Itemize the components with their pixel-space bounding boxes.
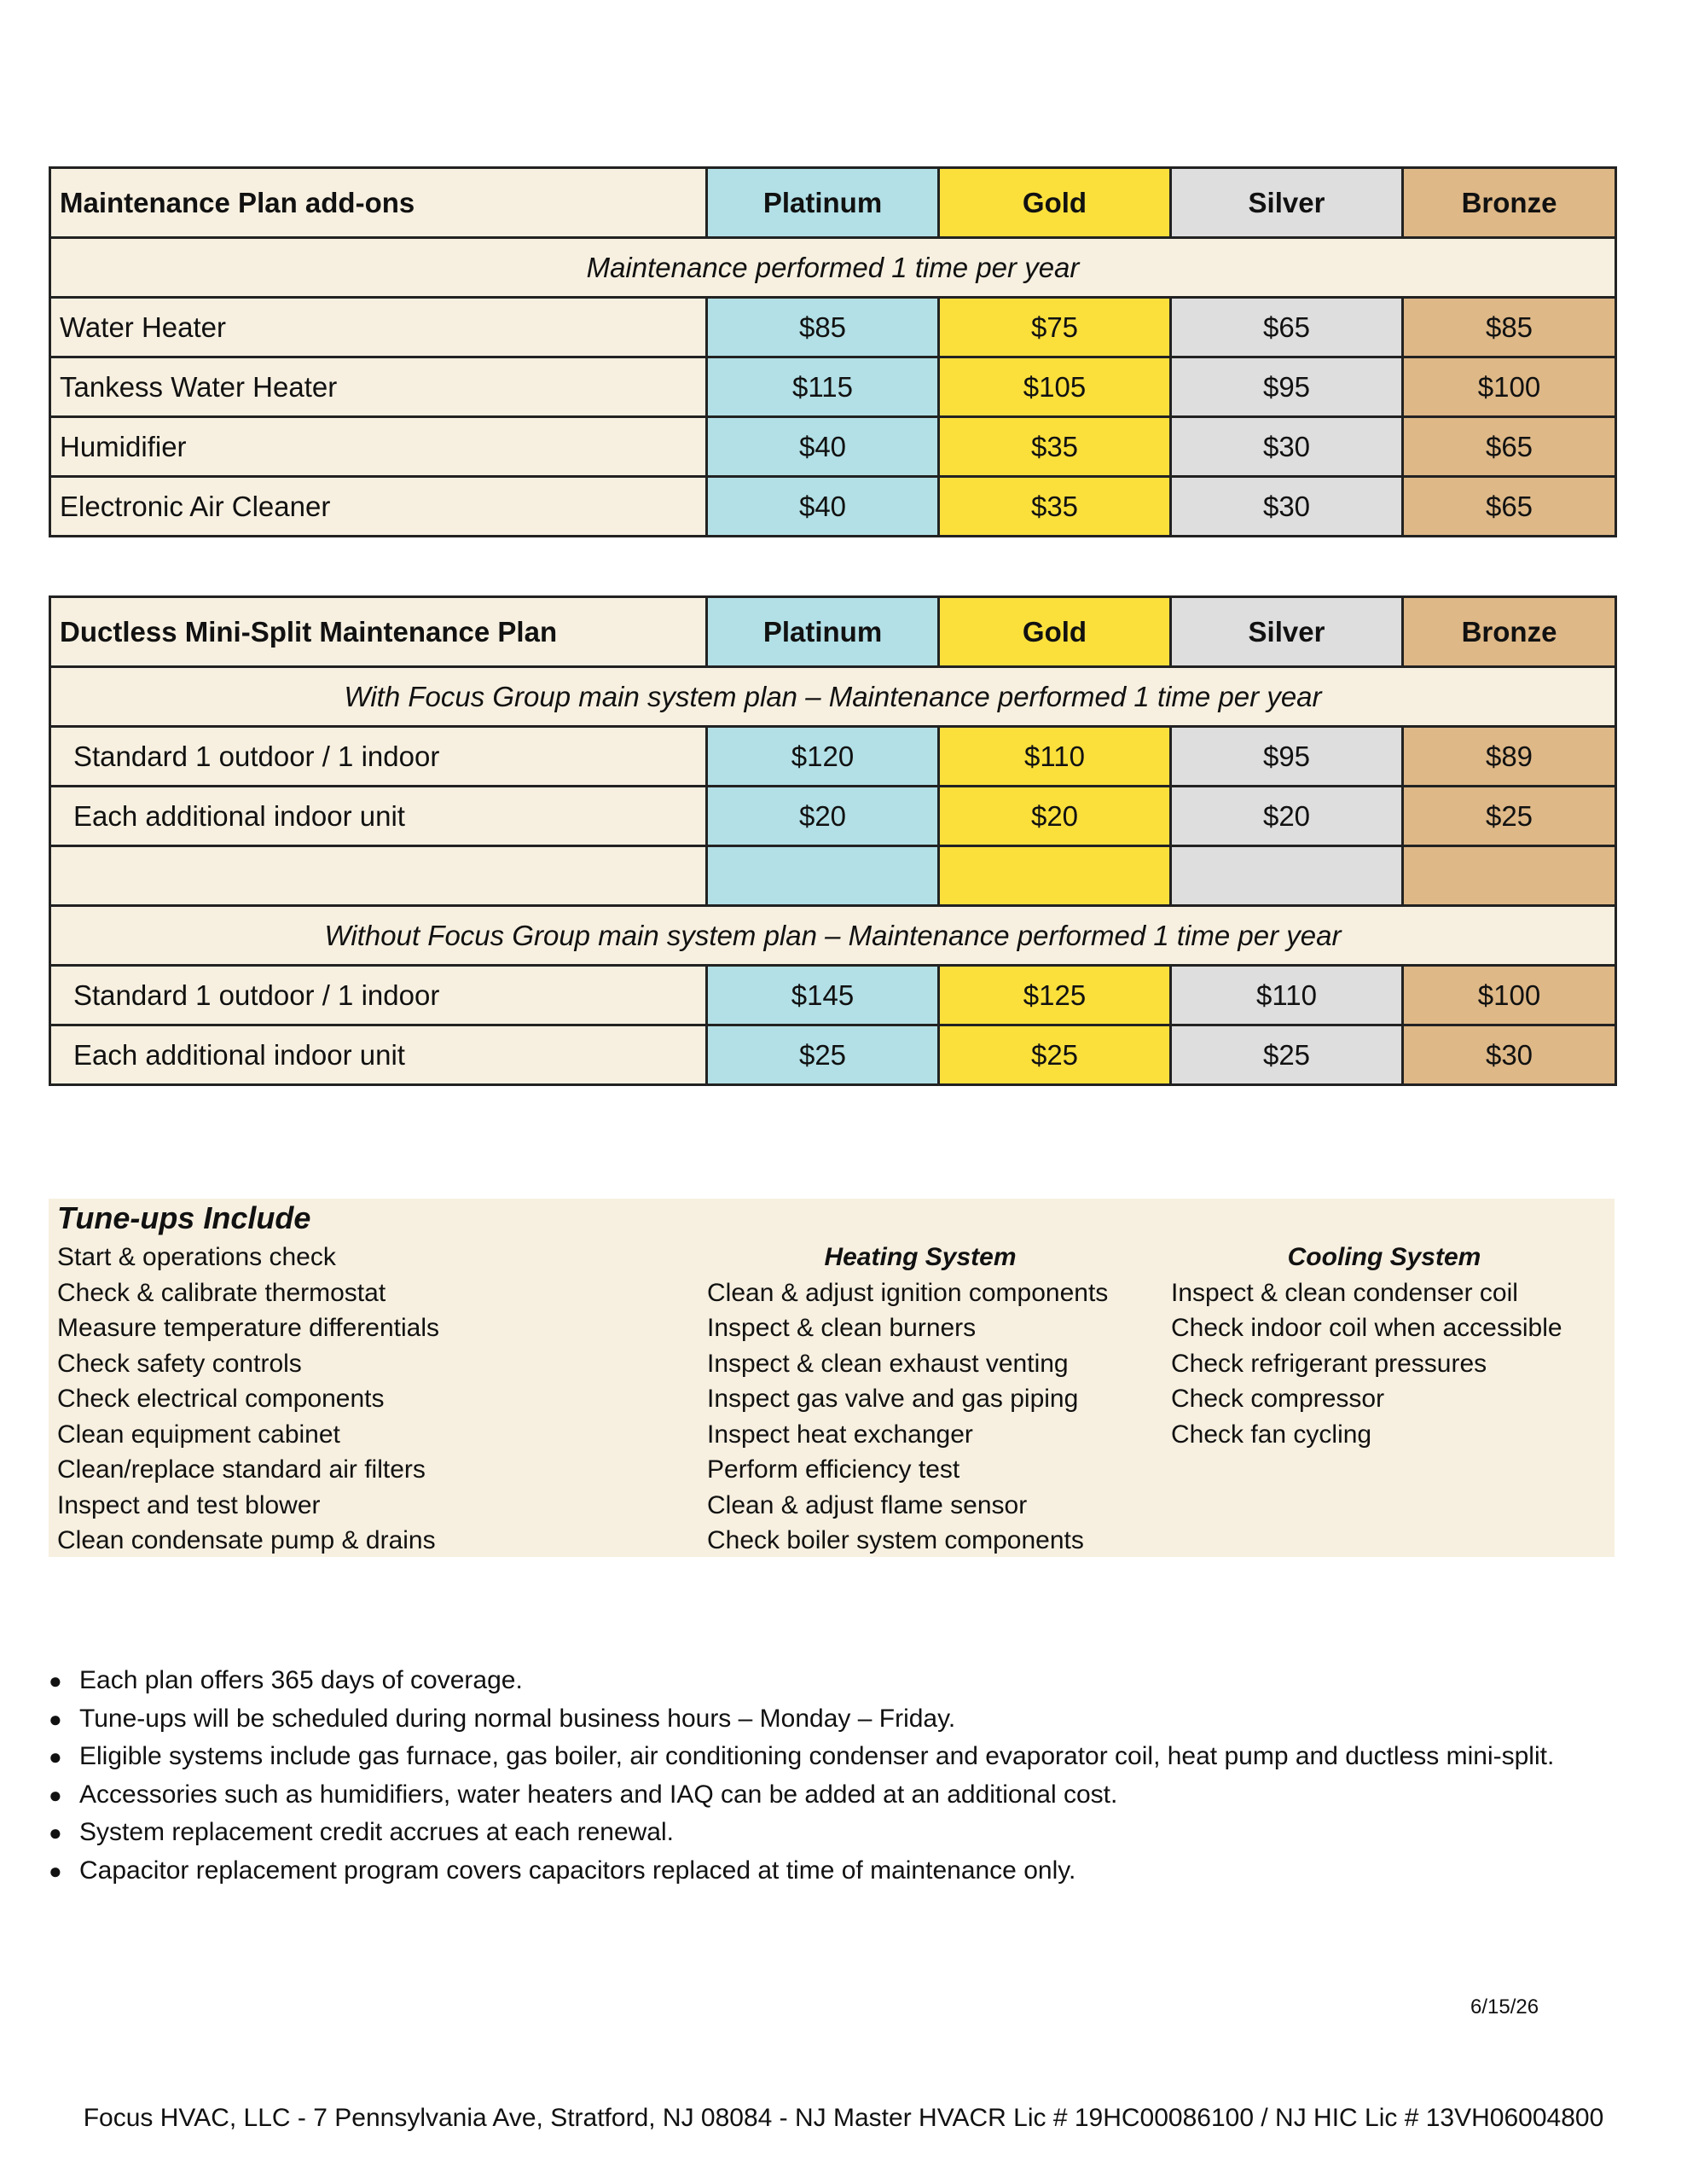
- price-silver: $30: [1171, 417, 1403, 477]
- table-row: [50, 357, 1616, 417]
- tier-bronze-header: Bronze: [1403, 168, 1616, 238]
- list-item: Clean equipment cabinet: [57, 1420, 340, 1449]
- table-row: [50, 966, 1616, 1025]
- bullet-icon: ●: [49, 1820, 62, 1845]
- price-gold: $75: [939, 298, 1171, 357]
- price-silver: $30: [1171, 477, 1403, 537]
- note-text: Accessories such as humidifiers, water heaters and IAQ can be added at an additional cost.: [79, 1780, 1118, 1809]
- price-bronze: $65: [1403, 417, 1616, 477]
- price-bronze: $65: [1403, 477, 1616, 537]
- tier-silver-header: Silver: [1171, 597, 1403, 667]
- addons-table: [49, 166, 1617, 537]
- price-platinum: $20: [707, 787, 939, 846]
- ductless-with-subtitle-row: [50, 667, 1616, 727]
- price-platinum: $115: [707, 357, 939, 417]
- price-gold: $25: [939, 1025, 1171, 1085]
- list-item: Check & calibrate thermostat: [57, 1278, 386, 1307]
- tuneups-section: [49, 1199, 1615, 1557]
- empty-cell: [50, 846, 707, 906]
- empty-cell: [1171, 846, 1403, 906]
- ductless-title: Ductless Mini-Split Maintenance Plan: [50, 597, 707, 667]
- list-item: Measure temperature differentials: [57, 1314, 440, 1342]
- ductless-without-subtitle: Without Focus Group main system plan – Maintenance performed 1 time per year: [50, 906, 1616, 966]
- empty-spacer-row: [50, 846, 1616, 906]
- list-item: Check fan cycling: [1171, 1420, 1372, 1449]
- note-text: Eligible systems include gas furnace, gas boiler, air conditioning condenser and evaporator coil, heat pump and ductless mini-split.: [79, 1742, 1555, 1770]
- note-text: Each plan offers 365 days of coverage.: [79, 1666, 523, 1694]
- bullet-icon: ●: [49, 1705, 62, 1732]
- list-item: [49, 1776, 1554, 1815]
- price-bronze: $85: [1403, 298, 1616, 357]
- list-item: Perform efficiency test: [707, 1455, 960, 1484]
- ductless-header-row: [50, 597, 1616, 667]
- price-platinum: $120: [707, 727, 939, 787]
- tier-bronze-header: Bronze: [1403, 597, 1616, 667]
- tier-gold-header: Gold: [939, 597, 1171, 667]
- list-item: Start & operations check: [57, 1243, 336, 1271]
- price-silver: $25: [1171, 1025, 1403, 1085]
- list-item: [49, 1852, 1554, 1891]
- ductless-with-subtitle: With Focus Group main system plan – Maintenance performed 1 time per year: [50, 667, 1616, 727]
- bullet-icon: ●: [49, 1857, 62, 1884]
- tuneups-cooling-list: [1171, 1240, 1597, 1452]
- addons-subtitle-row: [50, 238, 1616, 298]
- price-gold: $35: [939, 477, 1171, 537]
- tuneups-title: Tune-ups Include: [57, 1200, 311, 1235]
- price-silver: $110: [1171, 966, 1403, 1025]
- price-gold: $35: [939, 417, 1171, 477]
- bullet-icon: ●: [49, 1668, 62, 1693]
- price-silver: $95: [1171, 727, 1403, 787]
- list-item: Clean & adjust ignition components: [707, 1278, 1109, 1307]
- note-text: Tune-ups will be scheduled during normal business hours – Monday – Friday.: [79, 1704, 956, 1733]
- row-label: Standard 1 outdoor / 1 indoor: [50, 727, 707, 787]
- list-item: [49, 1738, 1554, 1776]
- list-item: Inspect and test blower: [57, 1490, 321, 1519]
- list-item: Check refrigerant pressures: [1171, 1349, 1487, 1378]
- price-bronze: $100: [1403, 357, 1616, 417]
- row-label: Electronic Air Cleaner: [50, 477, 707, 537]
- price-silver: $95: [1171, 357, 1403, 417]
- list-item: Inspect & clean condenser coil: [1171, 1278, 1518, 1307]
- bullet-icon: ●: [49, 1781, 62, 1808]
- row-label: Each additional indoor unit: [50, 1025, 707, 1085]
- table-row: [50, 298, 1616, 357]
- price-bronze: $100: [1403, 966, 1616, 1025]
- list-item: [49, 1814, 1554, 1852]
- list-item: Clean condensate pump & drains: [57, 1526, 436, 1554]
- list-item: Inspect & clean burners: [707, 1314, 977, 1342]
- tier-platinum-header: Platinum: [707, 597, 939, 667]
- row-label: Tankess Water Heater: [50, 357, 707, 417]
- tuneups-heating-list: [707, 1240, 1133, 1559]
- ductless-without-subtitle-row: [50, 906, 1616, 966]
- price-platinum: $40: [707, 477, 939, 537]
- addons-subtitle: Maintenance performed 1 time per year: [50, 238, 1616, 298]
- row-label: Each additional indoor unit: [50, 787, 707, 846]
- list-item: Check electrical components: [57, 1385, 385, 1413]
- list-item: Clean/replace standard air filters: [57, 1455, 426, 1484]
- list-item: Check safety controls: [57, 1349, 302, 1378]
- plan-notes-list: [49, 1662, 1554, 1890]
- list-item: Check compressor: [1171, 1385, 1385, 1413]
- list-item: [49, 1700, 1554, 1739]
- price-bronze: $89: [1403, 727, 1616, 787]
- price-gold: $105: [939, 357, 1171, 417]
- addons-title: Maintenance Plan add-ons: [50, 168, 707, 238]
- table-row: [50, 417, 1616, 477]
- row-label: Standard 1 outdoor / 1 indoor: [50, 966, 707, 1025]
- price-silver: $65: [1171, 298, 1403, 357]
- tier-platinum-header: Platinum: [707, 168, 939, 238]
- note-text: Capacitor replacement program covers capacitors replaced at time of maintenance only.: [79, 1856, 1076, 1885]
- price-platinum: $40: [707, 417, 939, 477]
- empty-cell: [707, 846, 939, 906]
- list-item: [49, 1662, 1554, 1700]
- addons-header-row: [50, 168, 1616, 238]
- list-item: Check indoor coil when accessible: [1171, 1314, 1562, 1342]
- empty-cell: [939, 846, 1171, 906]
- table-row: [50, 477, 1616, 537]
- table-row: [50, 727, 1616, 787]
- note-text: System replacement credit accrues at each renewal.: [79, 1818, 674, 1846]
- list-item: Inspect heat exchanger: [707, 1420, 973, 1449]
- tuneups-general-list: [57, 1240, 439, 1559]
- list-item: Inspect & clean exhaust venting: [707, 1349, 1069, 1378]
- heating-system-heading: Heating System: [824, 1243, 1017, 1271]
- list-item: Check boiler system components: [707, 1526, 1084, 1554]
- table-row: [50, 787, 1616, 846]
- list-item: Clean & adjust flame sensor: [707, 1490, 1028, 1519]
- cooling-system-heading: Cooling System: [1287, 1243, 1481, 1271]
- price-gold: $20: [939, 787, 1171, 846]
- price-platinum: $85: [707, 298, 939, 357]
- price-gold: $125: [939, 966, 1171, 1025]
- price-bronze: $25: [1403, 787, 1616, 846]
- tier-gold-header: Gold: [939, 168, 1171, 238]
- ductless-table: [49, 595, 1617, 1086]
- price-silver: $20: [1171, 787, 1403, 846]
- row-label: Humidifier: [50, 417, 707, 477]
- table-row: [50, 1025, 1616, 1085]
- empty-cell: [1403, 846, 1616, 906]
- revision-date: 6/15/26: [1470, 1995, 1539, 2018]
- price-bronze: $30: [1403, 1025, 1616, 1085]
- company-footer: Focus HVAC, LLC - 7 Pennsylvania Ave, Stratford, NJ 08084 - NJ Master HVACR Lic # 19HC00086100 / NJ HIC Lic # 13VH06004800: [83, 2104, 1604, 2132]
- bullet-icon: ●: [49, 1744, 62, 1769]
- tier-silver-header: Silver: [1171, 168, 1403, 238]
- price-platinum: $145: [707, 966, 939, 1025]
- price-gold: $110: [939, 727, 1171, 787]
- list-item: Inspect gas valve and gas piping: [707, 1385, 1079, 1413]
- row-label: Water Heater: [50, 298, 707, 357]
- price-platinum: $25: [707, 1025, 939, 1085]
